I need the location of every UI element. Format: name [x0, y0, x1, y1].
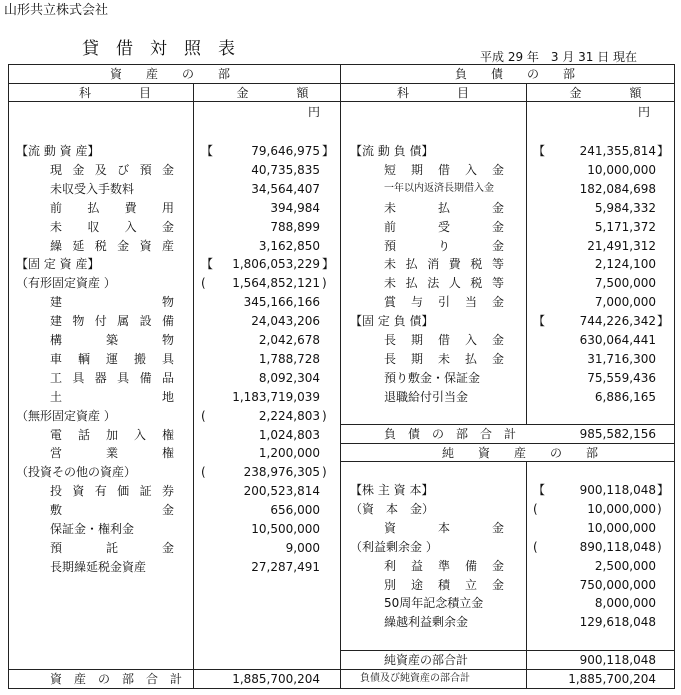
liability-row-amount: 630,064,441 — [579, 333, 656, 347]
liability-row-label: 【固 定 負 債】 — [350, 314, 434, 329]
asset-row-label: 工 具 器 具 備 品 — [50, 370, 174, 385]
liability-row-label: 預 り 金 — [384, 238, 504, 253]
liability-row-amount: 8,000,000 — [594, 596, 656, 611]
open-bracket: ( — [533, 501, 538, 516]
asset-row-amount: 200,523,814 — [243, 484, 320, 499]
asset-row-amount: 8,092,304 — [258, 370, 320, 385]
liability-row-label: 別 途 積 立 金 — [384, 577, 504, 592]
liability-row-label: （資 本 金） — [350, 501, 435, 516]
close-bracket: ) — [322, 276, 327, 291]
liability-row-amount: 5,171,372 — [594, 219, 656, 234]
asset-row-amount: 2,042,678 — [258, 333, 320, 347]
close-bracket: ) — [322, 465, 327, 480]
liability-row-label: 【株 主 資 本】 — [350, 483, 434, 497]
asset-row-amount: 345,166,166 — [243, 295, 320, 310]
asset-row-label: （投資その他の資産） — [16, 465, 137, 480]
document-title: 貸 借 対 照 表 — [82, 39, 235, 59]
liability-row-label: 前 受 金 — [384, 219, 504, 234]
asset-row-amount: 2,224,803 — [258, 408, 320, 423]
asset-row-amount: 1,024,803 — [258, 427, 320, 442]
asset-row-amount: 394,984 — [270, 200, 320, 215]
liability-row-amount: 2,124,100 — [594, 257, 656, 272]
liability-row-label: 預り敷金・保証金 — [384, 370, 481, 385]
asset-row-amount: 9,000 — [285, 540, 320, 555]
liabilities-account-header: 科 目 — [396, 86, 469, 100]
liabilities-total-label: 負 債 の 部 合 計 — [384, 427, 517, 441]
report-date: 平成 29 年 3 月 31 日 現在 — [480, 50, 638, 64]
asset-row-label: 現 金 及 び 預 金 — [50, 162, 174, 177]
asset-row-label: 【固 定 資 産】 — [16, 257, 100, 272]
liability-row-amount: 241,355,814 — [579, 144, 656, 158]
open-bracket: 【 — [201, 144, 214, 158]
asset-row-label: 繰 延 税 金 資 産 — [50, 238, 174, 253]
liability-row-amount: 744,226,342 — [579, 314, 656, 329]
asset-row-amount: 1,200,000 — [258, 446, 320, 461]
asset-row-label: 保証金・権利金 — [50, 522, 135, 536]
liabilities-total-amount: 985,582,156 — [579, 427, 656, 441]
asset-row-label: （有形固定資産 ） — [16, 276, 116, 291]
liability-row-label: （利益剰余金 ） — [350, 539, 438, 554]
asset-row-amount: 238,976,305 — [243, 465, 320, 480]
asset-row-amount: 34,564,407 — [251, 181, 320, 196]
liability-row-label: 賞 与 引 当 金 — [384, 295, 504, 310]
grand-total-amount: 1,885,700,204 — [568, 672, 656, 686]
liability-row-amount: 2,500,000 — [594, 558, 656, 573]
asset-row-label: 未 収 入 金 — [50, 219, 174, 234]
liability-row-label: 長 期 未 払 金 — [384, 351, 504, 366]
asset-row-amount: 10,500,000 — [251, 522, 320, 536]
asset-row-amount: 1,564,852,121 — [232, 276, 320, 291]
liability-row-amount: 129,618,048 — [579, 615, 656, 630]
assets-total-amount: 1,885,700,204 — [232, 672, 320, 686]
asset-row-amount: 79,646,975 — [251, 144, 320, 158]
liability-row-amount: 21,491,312 — [587, 238, 656, 253]
assets-yen-unit: 円 — [307, 105, 320, 119]
asset-row-label: 敷 金 — [50, 503, 174, 518]
close-bracket: 】 — [657, 483, 670, 497]
asset-row-label: 【流 動 資 産】 — [16, 144, 100, 158]
grand-total-label: 負債及び純資産の部合計 — [360, 673, 470, 684]
liability-row-label: 利 益 準 備 金 — [384, 558, 504, 573]
liability-row-label: 短 期 借 入 金 — [384, 162, 504, 177]
liability-row-amount: 6,886,165 — [594, 389, 656, 404]
liability-row-amount: 900,118,048 — [579, 483, 656, 497]
liability-row-label: 未 払 法 人 税 等 — [384, 276, 504, 291]
asset-row-label: 前 払 費 用 — [50, 200, 174, 215]
liability-row-label: 長 期 借 入 金 — [384, 333, 504, 347]
net-assets-total-amount: 900,118,048 — [579, 653, 656, 667]
asset-row-label: 構 築 物 — [50, 333, 174, 347]
asset-row-label: 投 資 有 価 証 券 — [50, 484, 174, 499]
close-bracket: 】 — [657, 144, 670, 158]
open-bracket: ( — [201, 408, 206, 423]
liability-row-label: 退職給付引当金 — [384, 389, 469, 404]
liability-row-label: 50周年記念積立金 — [384, 596, 484, 611]
asset-row-label: 車 輌 運 搬 具 — [50, 351, 174, 366]
asset-row-amount: 40,735,835 — [251, 162, 320, 177]
asset-row-label: 建 物 付 属 設 備 — [50, 314, 174, 329]
close-bracket: ) — [657, 539, 662, 554]
asset-row-amount: 788,899 — [270, 219, 320, 234]
liabilities-amount-header: 金 額 — [569, 86, 642, 100]
liability-row-amount: 31,716,300 — [587, 351, 656, 366]
liability-row-label: 一年以内返済長期借入金 — [384, 182, 494, 194]
close-bracket: 】 — [657, 314, 670, 329]
liabilities-yen-unit: 円 — [637, 105, 650, 119]
liability-row-amount: 75,559,436 — [587, 370, 656, 385]
liability-row-amount: 750,000,000 — [579, 577, 656, 592]
net-assets-total-label: 純資産の部合計 — [384, 653, 469, 667]
open-bracket: 【 — [533, 483, 546, 497]
open-bracket: 【 — [533, 314, 546, 329]
close-bracket: ) — [657, 501, 662, 516]
liability-row-label: 資 本 金 — [384, 520, 504, 535]
assets-account-header: 科 目 — [78, 86, 151, 100]
asset-row-label: 預 託 金 — [50, 540, 174, 555]
asset-row-amount: 1,806,053,229 — [232, 257, 320, 272]
open-bracket: ( — [201, 276, 206, 291]
liability-row-amount: 890,118,048 — [579, 539, 656, 554]
asset-row-amount: 656,000 — [270, 503, 320, 518]
asset-row-amount: 3,162,850 — [258, 238, 320, 253]
assets-amount-header: 金 額 — [236, 86, 309, 100]
liability-row-amount: 10,000,000 — [587, 162, 656, 177]
liability-row-label: 繰越利益剰余金 — [384, 615, 469, 630]
company-name: 山形共立株式会社 — [4, 3, 109, 18]
asset-row-amount: 24,043,206 — [251, 314, 320, 329]
asset-row-label: 未収受入手数料 — [50, 181, 135, 196]
asset-row-label: （無形固定資産 ） — [16, 408, 116, 423]
asset-row-label: 営 業 権 — [50, 446, 174, 461]
asset-row-amount: 1,788,728 — [258, 351, 320, 366]
assets-section-header: 資 産 の 部 — [109, 67, 230, 81]
liability-row-amount: 7,500,000 — [594, 276, 656, 291]
asset-row-amount: 27,287,491 — [251, 559, 320, 574]
asset-row-label: 土 地 — [50, 389, 174, 404]
liability-row-label: 未 払 金 — [384, 200, 504, 215]
open-bracket: ( — [201, 465, 206, 480]
close-bracket: 】 — [322, 144, 335, 158]
close-bracket: ) — [322, 408, 327, 423]
liability-row-amount: 5,984,332 — [594, 200, 656, 215]
asset-row-label: 電 話 加 入 権 — [50, 427, 174, 442]
open-bracket: 【 — [533, 144, 546, 158]
asset-row-label: 建 物 — [50, 295, 174, 310]
asset-row-label: 長期繰延税金資産 — [50, 559, 147, 574]
liability-row-label: 【流 動 負 債】 — [350, 144, 434, 158]
open-bracket: 【 — [201, 257, 214, 272]
liabilities-section-header: 負 債 の 部 — [454, 67, 575, 81]
close-bracket: 】 — [322, 257, 335, 272]
asset-row-amount: 1,183,719,039 — [232, 389, 320, 404]
assets-total-label: 資 産 の 部 合 計 — [50, 672, 183, 686]
open-bracket: ( — [533, 539, 538, 554]
liability-row-label: 未 払 消 費 税 等 — [384, 257, 504, 272]
liability-row-amount: 7,000,000 — [594, 295, 656, 310]
liability-row-amount: 182,084,698 — [579, 181, 656, 196]
liability-row-amount: 10,000,000 — [587, 520, 656, 535]
liability-row-amount: 10,000,000 — [587, 501, 656, 516]
net-assets-section-header: 純 資 産 の 部 — [441, 446, 598, 460]
